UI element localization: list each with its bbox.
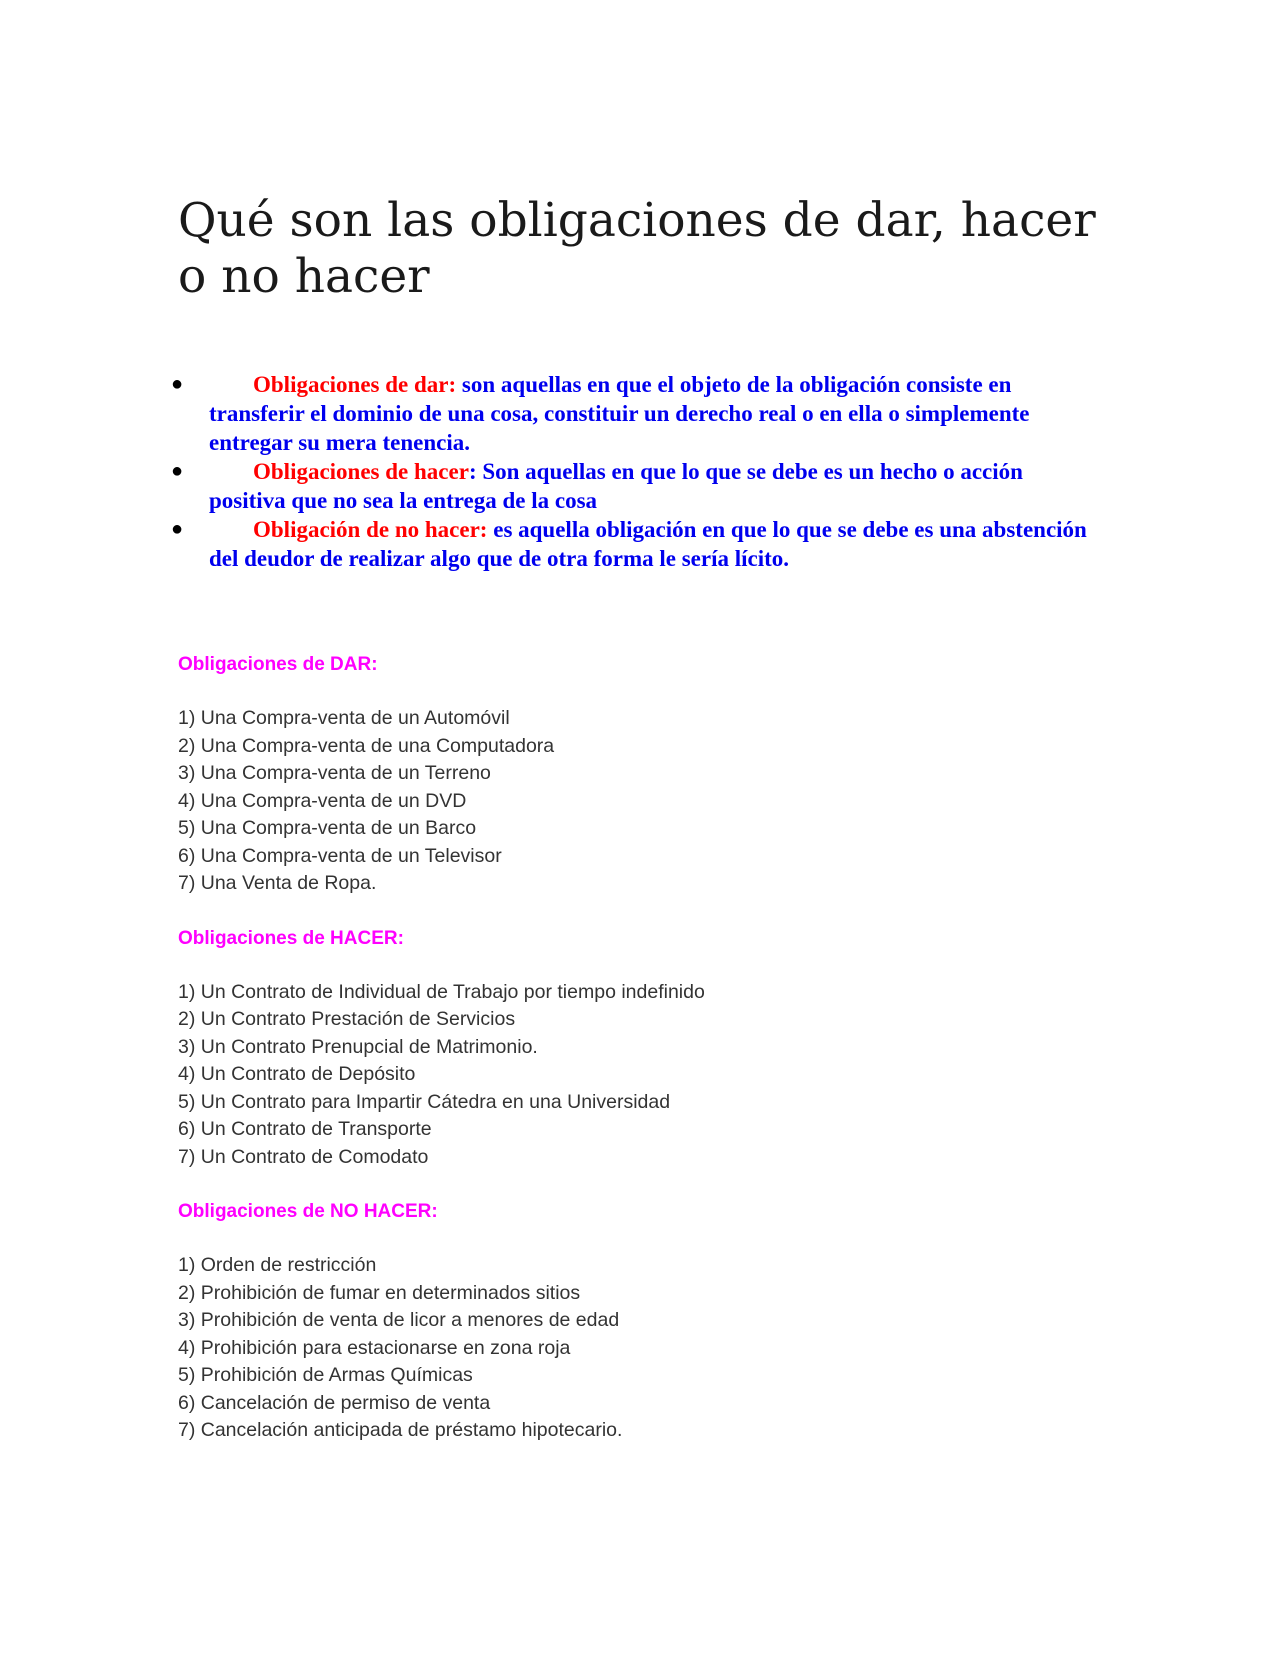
- section-no-hacer: [178, 1198, 1078, 1445]
- example-list: [178, 979, 1078, 1172]
- section-heading: Obligaciones de NO HACER:: [178, 1201, 438, 1222]
- bullet-icon: ●: [171, 518, 184, 540]
- list-item: 1) Orden de restricción: [178, 1254, 377, 1276]
- list-item: 5) Una Compra-venta de un Barco: [178, 817, 477, 839]
- list-item: 3) Una Compra-venta de un Terreno: [178, 762, 491, 784]
- section-heading: Obligaciones de DAR:: [178, 654, 378, 675]
- list-item: 7) Cancelación anticipada de préstamo hipotecario.: [178, 1419, 623, 1441]
- definition-item: [165, 370, 1105, 457]
- example-list: [178, 705, 1078, 898]
- list-item: 2) Un Contrato Prestación de Servicios: [178, 1008, 516, 1030]
- definition-text: es aquella obligación en que lo que se debe es una abstención del deudor de realizar algo que de otra forma le sería lícito.: [209, 517, 1087, 571]
- definition-text: son aquellas en que el objeto de la obligación consiste en transferir el dominio de una cosa, constituir un derecho real o en ella o simplemente entregar su mera tenencia.: [209, 372, 1030, 455]
- example-list: [178, 1252, 1078, 1445]
- list-item: 2) Prohibición de fumar en determinados sitios: [178, 1281, 581, 1304]
- section-hacer: [178, 925, 1078, 1172]
- list-item: 3) Prohibición de venta de licor a menores de edad: [178, 1309, 620, 1331]
- list-item: 1) Un Contrato de Individual de Trabajo por tiempo indefinido: [178, 980, 705, 1003]
- list-item: 2) Una Compra-venta de una Computadora: [178, 734, 555, 757]
- section-heading: Obligaciones de HACER:: [178, 927, 404, 949]
- list-item: 6) Un Contrato de Transporte: [178, 1118, 432, 1140]
- definitions-list: [165, 370, 1105, 573]
- definition-term: Obligaciones de dar:: [253, 372, 457, 397]
- list-item: 4) Prohibición para estacionarse en zona roja: [178, 1336, 571, 1359]
- bullet-icon: ●: [171, 373, 184, 395]
- section-dar: [178, 651, 1078, 898]
- list-item: 5) Un Contrato para Impartir Cátedra en una Universidad: [178, 1090, 671, 1113]
- examples-sections: [178, 651, 1078, 1472]
- list-item: 4) Un Contrato de Depósito: [178, 1063, 416, 1085]
- definition-term: Obligaciones de hacer: [253, 459, 469, 484]
- page-title: Qué son las obligaciones de dar, hacer o no hacer: [178, 193, 1096, 304]
- list-item: 5) Prohibición de Armas Químicas: [178, 1364, 473, 1386]
- list-item: 6) Cancelación de permiso de venta: [178, 1391, 491, 1414]
- definition-text: : Son aquellas en que lo que se debe es un hecho o acción positiva que no sea la entrega de la cosa: [209, 459, 1023, 513]
- list-item: 4) Una Compra-venta de un DVD: [178, 789, 467, 812]
- bullet-icon: ●: [171, 460, 184, 482]
- list-item: 7) Una Venta de Ropa.: [178, 872, 377, 894]
- list-item: 7) Un Contrato de Comodato: [178, 1145, 429, 1168]
- list-item: 3) Un Contrato Prenupcial de Matrimonio.: [178, 1035, 538, 1058]
- list-item: 6) Una Compra-venta de un Televisor: [178, 844, 502, 867]
- list-item: 1) Una Compra-venta de un Automóvil: [178, 707, 510, 729]
- definition-item: [165, 457, 1105, 515]
- definition-item: [165, 515, 1105, 573]
- definition-term: Obligación de no hacer:: [253, 517, 488, 542]
